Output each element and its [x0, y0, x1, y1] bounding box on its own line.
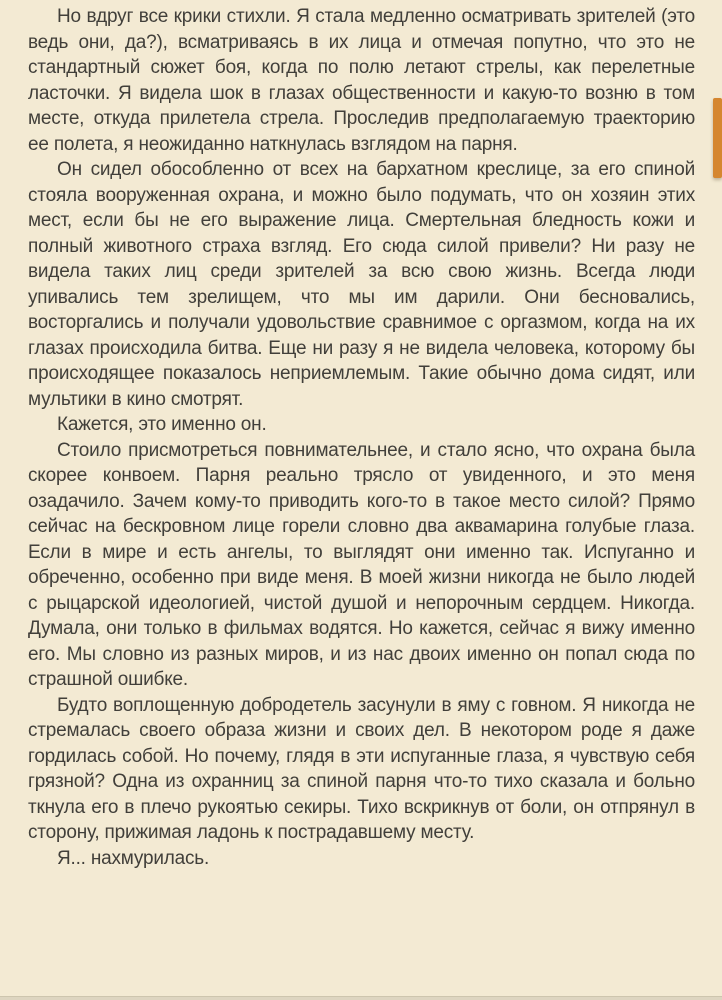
paragraph: Он сидел обособленно от всех на бархатном креслице, за его спиной стояла вооруженная охрана, и можно было подумать, что он хозяин этих мест, если бы не его выражение лица. Смертельная бледность кожи и полный животного страха взгляд. Его сюда силой привели? Ни разу не видела таких лиц среди зрителей за всю свою жизнь. Всегда люди упивались тем зрелищем, что мы им дарили. Они бесновались, восторгались и получали удовольствие сравнимое с оргазмом, когда на их глазах происходила битва. Еще ни разу я не видела человека, которому бы происходящее показалось неприемлемым. Такие обычно дома сидят, или мультики в кино смотрят.: [28, 159, 695, 410]
paragraph: Будто воплощенную добродетель засунули в яму с говном. Я никогда не стремалась своего образа жизни и своих дел. В некотором роде я даже гордилась собой. Но почему, глядя в эти испуганные глаза, я чувствую себя грязной? Одна из охранниц за спиной парня что-то тихо сказала и больно ткнула его в плечо рукоятью секиры. Тихо вскрикнув от боли, он отпрянул в сторону, прижимая ладонь к пострадавшему месту.: [28, 694, 695, 843]
page-edge-divider: [0, 996, 722, 1000]
paragraph: Кажется, это именно он.: [57, 414, 267, 435]
paragraph: Стоило присмотреться повнимательнее, и стало ясно, что охрана была скорее конвоем. Парня реально трясло от увиденного, и это меня озадачило. Зачем кому-то приводить кого-то в такое место силой? Прямо сейчас на бескровном лице горели словно два аквамарина голубые глаза. Если в мире и есть ангелы, то выглядят они именно так. Испуганно и обреченно, особенно при виде меня. В моей жизни никогда не было людей с рыцарской идеологией, чистой душой и непорочным сердцем. Никогда. Думала, они только в фильмах водятся. Но кажется, сейчас я вижу именно его. Мы словно из разных миров, и из нас двоих именно он попал сюда по страшной ошибке.: [28, 439, 695, 690]
paragraph: Я... нахмурилась.: [57, 847, 210, 869]
scrollbar-thumb[interactable]: [713, 98, 722, 178]
paragraph: Но вдруг все крики стихли. Я стала медленно осматривать зрителей (это ведь они, да?), всматриваясь в их лица и отмечая попутно, что это не стандартный сюжет боя, когда по полю летают стрелы, как перелетные ласточки. Я видела шок в глазах общественности и какую-то возню в том месте, откуда прилетела стрела. Проследив предполагаемую траекторию ее полета, я неожиданно наткнулась взглядом на парня.: [28, 6, 695, 155]
